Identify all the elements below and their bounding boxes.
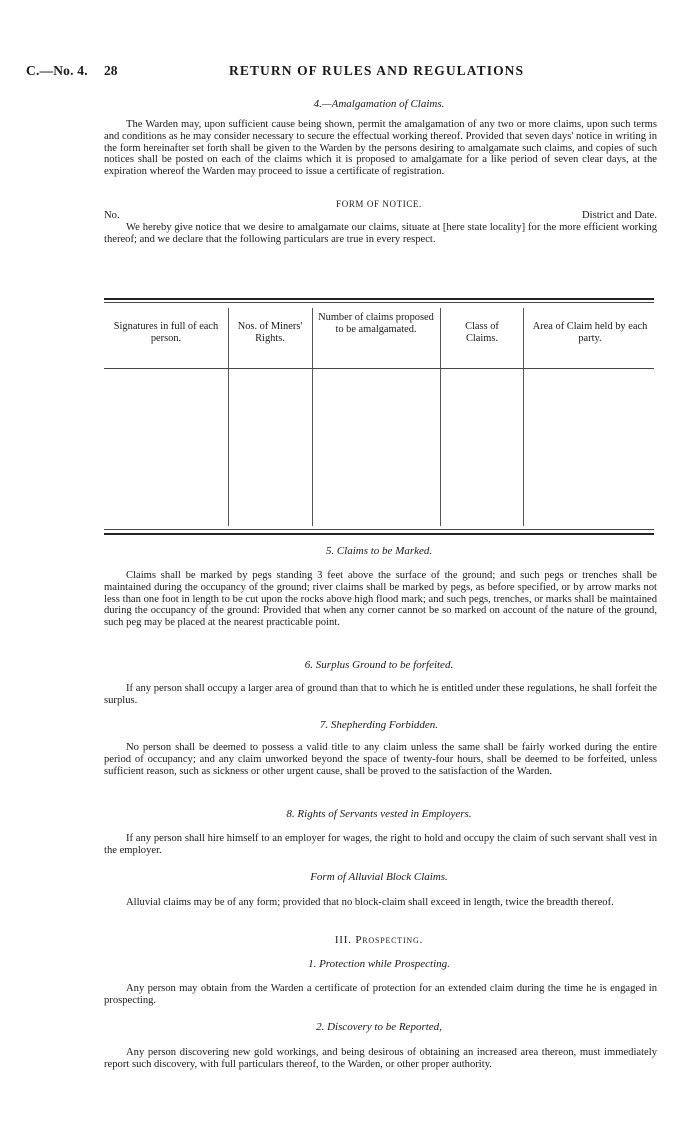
table-header-number-of-claims: Number of claims proposed to be amalgamated. — [318, 312, 434, 335]
table-column-divider — [440, 308, 441, 526]
running-head — [26, 63, 666, 81]
part-3-heading-text: III. Prospecting. — [334, 934, 424, 946]
section-7-body: No person shall be deemed to possess a valid title to any claim unless the same shall be fairly worked during the entire period of occupancy; and any claim unworked beyond the space of twenty-four hours, shall be deemed to be forfeited, unless sufficient reason, such as sickness or other urgent cause, shall be proved to the satisfaction of the Warden. — [104, 742, 657, 777]
notice-number-line — [104, 210, 657, 222]
table-column-divider — [228, 308, 229, 526]
prospecting-2-body: Any person discovering new gold workings, and being desirous of obtaining an increased area thereon, must immediately report such discovery, with full particulars thereof, to the Warden, or other proper authority. — [104, 1047, 657, 1070]
table-header-signatures: Signatures in full of each person. — [113, 321, 219, 344]
table-header-rule — [104, 368, 654, 369]
section-5-body: Claims shall be marked by pegs standing 3 feet above the surface of the ground; and such pegs or trenches shall be maintained during the occupancy of the ground; river claims shall be marked by pegs, as before specified, or by arrow marks not less than one foot in length to be cut upon the rocks above high flood mark; and such pegs, trenches, or marks shall be maintained during the occupancy of the ground: Provided that when any corner cannot be so marked on account of the nature of the ground, such peg may be placed at the nearest practicable point. — [104, 570, 657, 629]
section-6-body: If any person shall occupy a larger area of ground than that to which he is entitled under these regulations, he shall forfeit the surplus. — [104, 683, 657, 706]
section-4-body: The Warden may, upon sufficient cause being shown, permit the amalgamation of any two or more claims, upon such terms and conditions as he may consider necessary to secure the effectual working thereof. Provided that seven days' notice in writing in the form hereinafter set forth shall be given to the Warden by the persons desiring to amalgamate such claims, and copies of such notices shall be posted on each of the claims which it is proposed to amalgamate for a like period of seven clear days, at the expiration whereof the Warden may proceed to issue a certificate of registration. — [104, 119, 657, 178]
table-top-rule — [104, 298, 654, 300]
table-column-divider — [523, 308, 524, 526]
notice-number-label: No. — [104, 210, 120, 221]
prospecting-1-body: Any person may obtain from the Warden a certificate of protection for an extended claim during the time he is engaged in prospecting. — [104, 983, 657, 1006]
page-number: 28 — [104, 63, 118, 78]
table-top-rule-thin — [104, 302, 654, 303]
section-8-heading: 8. Rights of Servants vested in Employers. — [286, 808, 472, 820]
prospecting-1-heading: 1. Protection while Prospecting. — [308, 958, 450, 970]
part-3-heading — [104, 934, 654, 946]
table-bottom-rule — [104, 533, 654, 535]
section-7-heading: 7. Shepherding Forbidden. — [319, 719, 439, 731]
form-of-notice-heading: FORM OF NOTICE. — [336, 199, 422, 209]
district-date-label: District and Date. — [581, 210, 657, 221]
alluvial-block-claims-heading: Form of Alluvial Block Claims. — [310, 871, 448, 883]
table-header-class-of-claims: Class of Claims. — [465, 321, 499, 344]
section-4-heading: 4.—Amalgamation of Claims. — [313, 98, 445, 110]
table-column-divider — [312, 308, 313, 526]
section-8-body: If any person shall hire himself to an employer for wages, the right to hold and occupy the claim of such servant shall vest in the employer. — [104, 833, 657, 856]
table-header-area-of-claim: Area of Claim held by each party. — [532, 321, 648, 344]
alluvial-block-claims-body: Alluvial claims may be of any form; provided that no block-claim shall exceed in length, twice the breadth thereof. — [126, 897, 614, 908]
section-6-heading: 6. Surplus Ground to be forfeited. — [304, 659, 454, 671]
table-header-miners-rights: Nos. of Miners' Rights. — [237, 321, 303, 344]
page-title: RETURN OF RULES AND REGULATIONS — [229, 63, 525, 78]
section-5-heading: 5. Claims to be Marked. — [325, 545, 433, 557]
table-bottom-rule-thin — [104, 529, 654, 530]
notice-particulars-table — [104, 298, 654, 536]
document-reference: C.—No. 4. — [26, 63, 88, 78]
prospecting-2-heading: 2. Discovery to be Reported, — [316, 1021, 442, 1033]
notice-body: We hereby give notice that we desire to amalgamate our claims, situate at [here state locality] for the more efficient working thereof; and we declare that the following particulars are true in every respect. — [104, 222, 657, 245]
